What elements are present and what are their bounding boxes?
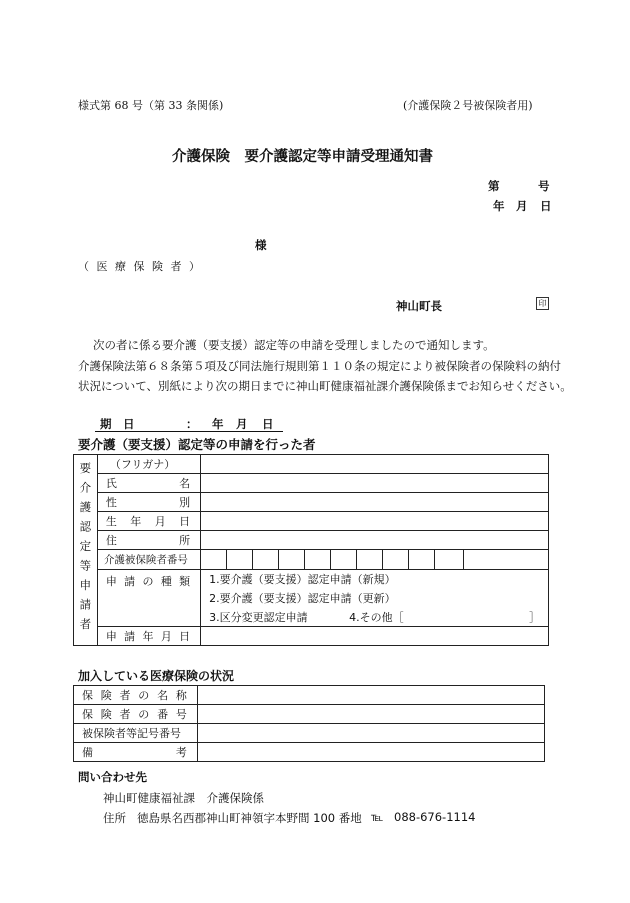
- body-line-2: 介護保険法第６８条第５項及び同法施行規則第１１０条の規定により被保険者の保険料の納付: [78, 359, 561, 373]
- name-label: 氏 名: [97, 474, 200, 493]
- form-number: 様式第 68 号（第 33 条関係): [78, 99, 224, 112]
- sex-value[interactable]: [201, 493, 549, 512]
- seal-mark: 印: [536, 297, 549, 310]
- app-type-option-2[interactable]: 2.要介護（要支援）認定申請（更新）: [201, 589, 549, 608]
- insurance-table: [73, 685, 545, 762]
- date-month: 月: [516, 199, 528, 213]
- address-label: 住 所: [97, 531, 200, 550]
- insured-number-cells[interactable]: [201, 550, 549, 570]
- name-value[interactable]: [201, 474, 549, 493]
- birth-value[interactable]: [201, 512, 549, 531]
- applicant-side-label: 要介護認定等申請者: [74, 455, 98, 646]
- deadline-year: 年: [212, 417, 224, 431]
- remarks-label: 備 考: [74, 743, 198, 762]
- deadline-day: 日: [262, 417, 274, 431]
- insurer-number-label: 保 険 者 の 番 号: [74, 705, 198, 724]
- symbol-number-value[interactable]: [197, 724, 544, 743]
- form-category: (介護保険２号被保険者用): [403, 99, 533, 112]
- furigana-value[interactable]: [201, 455, 549, 474]
- body-line-3: 状況について、別紙により次の期日までに神山町健康福祉課介護保険係までお知らせください。: [78, 379, 572, 393]
- app-date-label: 申 請 年 月 日: [97, 627, 200, 646]
- app-type-label: 申 請 の 種 類: [97, 570, 200, 627]
- applicant-heading: 要介護（要支援）認定等の申請を行った者: [78, 437, 316, 452]
- contact-office: 神山町健康福祉課 介護保険係: [103, 791, 264, 805]
- contact-tel[interactable]: 088-676-1114: [394, 810, 476, 824]
- app-type-option-3[interactable]: 3.区分変更認定申請: [209, 610, 308, 624]
- doc-number-suffix: 号: [538, 179, 550, 193]
- sex-label: 性 別: [97, 493, 200, 512]
- date-day: 日: [540, 199, 552, 213]
- deadline-label: 期 日: [100, 417, 135, 431]
- page-title: 介護保険 要介護認定等申請受理通知書: [172, 149, 433, 165]
- furigana-label: （フリガナ）: [97, 455, 200, 474]
- applicant-table: [73, 454, 549, 646]
- contact-heading: 問い合わせ先: [78, 770, 147, 784]
- recipient-label: （ 医 療 保 険 者 ）: [78, 260, 202, 273]
- tel-icon: ℡: [371, 810, 384, 824]
- app-date-value[interactable]: [201, 627, 549, 646]
- contact-address: 徳島県名西郡神山町神領字本野間 100 番地: [137, 811, 362, 825]
- insured-number-label: 介護被保険者番号: [97, 550, 200, 570]
- deadline-underline: [95, 431, 283, 432]
- app-type-option-row-3: [201, 608, 549, 627]
- insurer-name-label: 保 険 者 の 名 称: [74, 686, 198, 705]
- app-type-option-4[interactable]: 4.その他［: [349, 610, 404, 624]
- insurer-number-value[interactable]: [197, 705, 544, 724]
- doc-number-prefix: 第: [488, 179, 500, 193]
- address-value[interactable]: [201, 531, 549, 550]
- birth-label: 生 年 月 日: [97, 512, 200, 531]
- symbol-number-label: 被保険者等記号番号: [74, 724, 198, 743]
- body-line-1: 次の者に係る要介護（要支援）認定等の申請を受理しましたので通知します。: [93, 338, 495, 352]
- deadline-colon: ：: [186, 417, 198, 431]
- sender-name: 神山町長: [396, 299, 442, 313]
- remarks-value[interactable]: [197, 743, 544, 762]
- app-type-option-1[interactable]: 1.要介護（要支援）認定申請（新規）: [201, 570, 549, 589]
- app-type-option-4-close: ］: [529, 610, 541, 624]
- insurance-heading: 加入している医療保険の状況: [78, 669, 235, 683]
- date-year: 年: [493, 199, 505, 213]
- recipient-honorific: 様: [255, 238, 267, 252]
- contact-address-label: 住所: [103, 811, 126, 825]
- deadline-month: 月: [236, 417, 248, 431]
- insurer-name-value[interactable]: [197, 686, 544, 705]
